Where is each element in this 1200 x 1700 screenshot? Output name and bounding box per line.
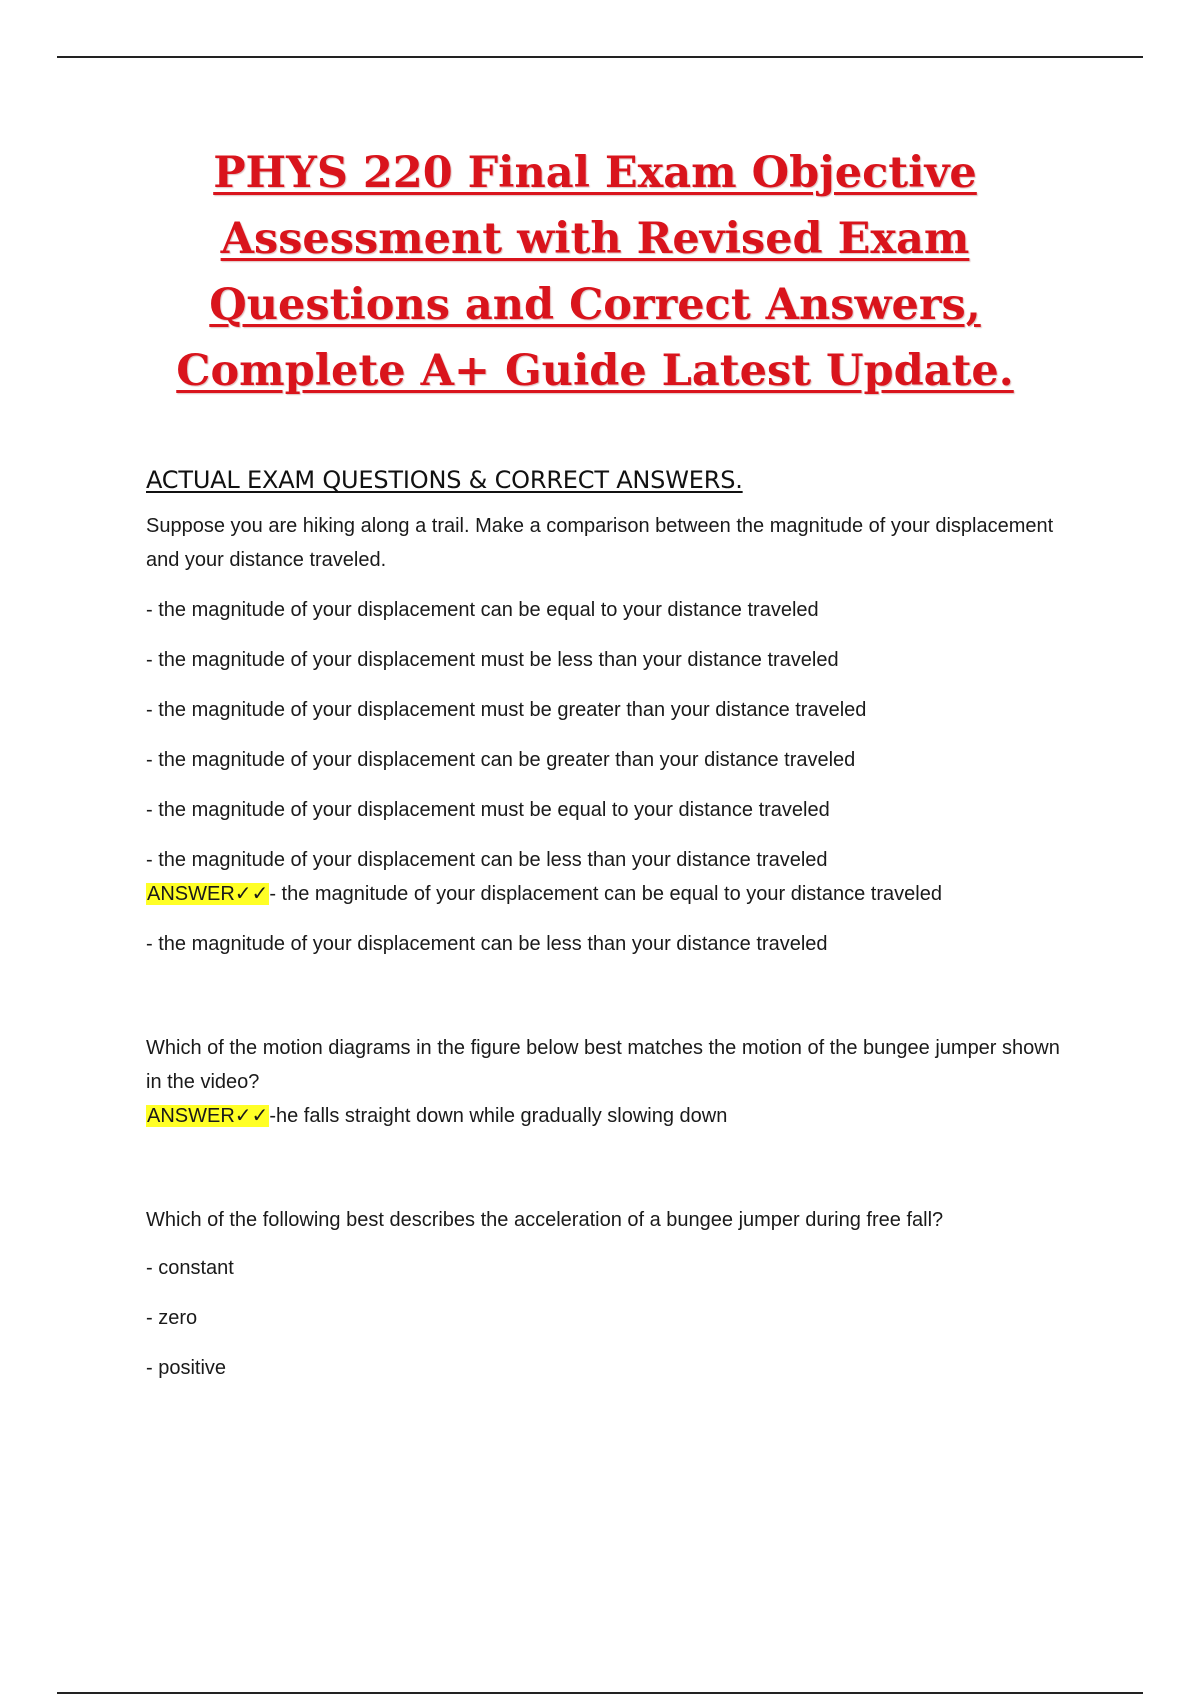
- question-text: Suppose you are hiking along a trail. Make a comparison between the magnitude of your displacement and your distance traveled.: [146, 515, 1054, 571]
- answer-option: - zero: [146, 1307, 198, 1329]
- header-rule: [57, 56, 1143, 58]
- answer-continuation: - the magnitude of your displacement can be less than your distance traveled: [146, 933, 828, 955]
- correct-answer: [146, 877, 1086, 911]
- question-block-1: [146, 509, 1086, 961]
- document-body: [146, 463, 1086, 1385]
- section-heading: ACTUAL EXAM QUESTIONS & CORRECT ANSWERS.: [146, 466, 743, 494]
- question-block-3: [146, 1203, 1086, 1385]
- question-text: Which of the motion diagrams in the figure below best matches the motion of the bungee jumper shown in the video?: [146, 1037, 1060, 1093]
- answer-option: - the magnitude of your displacement can be equal to your distance traveled: [146, 599, 819, 621]
- answer-text: - the magnitude of your displacement can be equal to your distance traveled: [269, 883, 942, 905]
- answer-option: - the magnitude of your displacement can be less than your distance traveled: [146, 849, 828, 871]
- answer-option: - positive: [146, 1357, 227, 1379]
- answer-highlight: ANSWER✓✓: [147, 883, 269, 905]
- question-block-2: [146, 1031, 1086, 1133]
- answer-option: - the magnitude of your displacement must be equal to your distance traveled: [146, 799, 830, 821]
- question-text: Which of the following best describes the acceleration of a bungee jumper during free fall?: [146, 1209, 944, 1231]
- answer-option: - the magnitude of your displacement must be less than your distance traveled: [146, 649, 839, 671]
- answer-option: - constant: [146, 1257, 234, 1279]
- footer-rule: [57, 1692, 1143, 1694]
- answer-highlight: ANSWER✓✓: [147, 1105, 269, 1127]
- answer-option: - the magnitude of your displacement must be greater than your distance traveled: [146, 699, 867, 721]
- answer-option: - the magnitude of your displacement can be greater than your distance traveled: [146, 749, 856, 771]
- document-title: PHYS 220 Final Exam Objective Assessment with Revised Exam Questions and Correct Answers, Complete A+ Guide Latest Update.: [176, 148, 1014, 396]
- correct-answer: [146, 1099, 1086, 1133]
- answer-text: -he falls straight down while gradually slowing down: [269, 1105, 728, 1127]
